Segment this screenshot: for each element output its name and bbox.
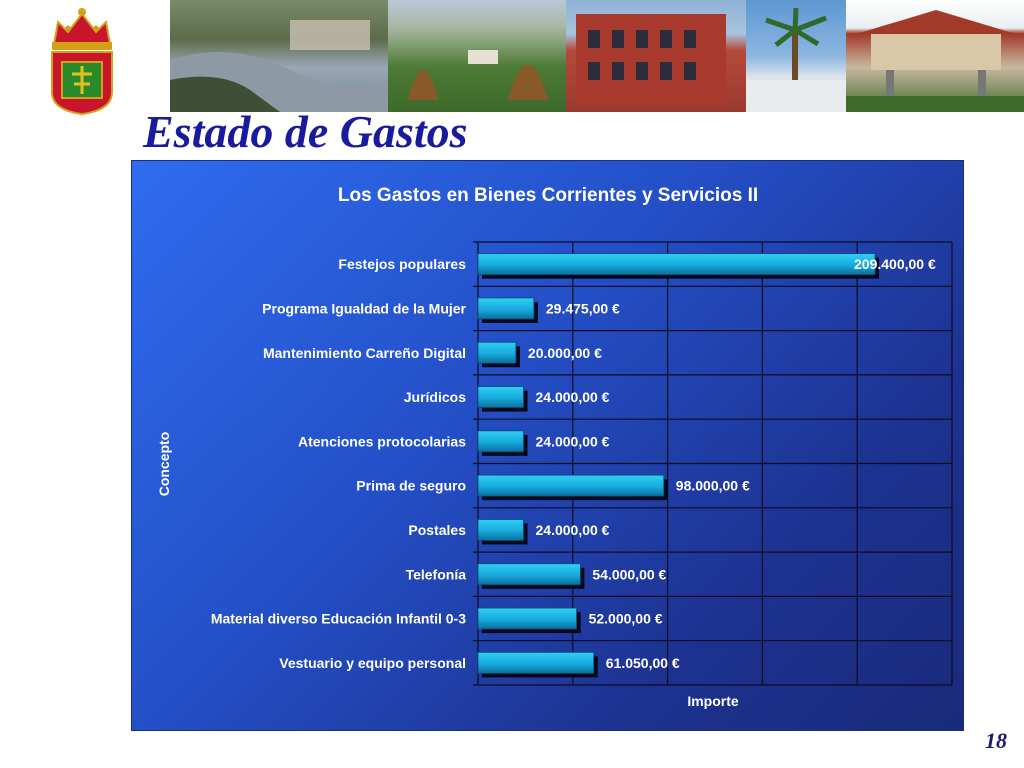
category-label: Festejos populares — [338, 256, 466, 273]
value-label: 209.400,00 € — [854, 256, 936, 273]
bar — [478, 342, 516, 363]
category-label: Vestuario y equipo personal — [279, 654, 466, 671]
bar — [478, 298, 534, 319]
expense-bar-chart — [132, 161, 965, 732]
category-label: Mantenimiento Carreño Digital — [262, 344, 466, 361]
value-label: 61.050,00 € — [605, 654, 680, 671]
bar — [478, 431, 524, 452]
bar — [478, 564, 580, 585]
value-label: 24.000,00 € — [535, 521, 610, 538]
bar — [478, 652, 594, 673]
value-label: 54.000,00 € — [592, 566, 667, 583]
bar — [478, 254, 875, 275]
chart-panel — [131, 160, 964, 731]
value-label: 24.000,00 € — [535, 389, 610, 406]
category-label: Material diverso Educación Infantil 0-3 — [210, 610, 466, 627]
photo-banner — [170, 0, 1024, 112]
x-axis-label: Importe — [687, 693, 739, 709]
category-label: Programa Igualdad de la Mujer — [262, 300, 466, 317]
category-label: Jurídicos — [403, 389, 466, 406]
category-label: Postales — [408, 521, 466, 538]
slide-title: Estado de Gastos — [143, 106, 468, 157]
category-label: Atenciones protocolarias — [297, 433, 466, 450]
y-axis-label: Concepto — [156, 431, 172, 497]
coat-of-arms-icon — [44, 4, 120, 116]
chart-title: Los Gastos en Bienes Corrientes y Servicios II — [337, 185, 759, 206]
category-label: Telefonía — [405, 566, 466, 583]
bar — [478, 387, 524, 408]
bar — [478, 475, 664, 496]
palm-tree-photo — [746, 0, 846, 112]
bar — [478, 519, 524, 540]
value-label: 52.000,00 € — [588, 610, 663, 627]
value-label: 20.000,00 € — [527, 344, 602, 361]
value-label: 98.000,00 € — [675, 477, 750, 494]
page-number: 18 — [985, 728, 1007, 753]
red-palace-photo — [566, 0, 746, 112]
value-label: 29.475,00 € — [545, 300, 620, 317]
category-label: Prima de seguro — [356, 477, 466, 494]
coastal-village-photo — [170, 0, 388, 112]
horreo-granary-photo — [846, 0, 1024, 112]
haystacks-photo — [388, 0, 566, 112]
bar — [478, 608, 577, 629]
value-label: 24.000,00 € — [535, 433, 610, 450]
